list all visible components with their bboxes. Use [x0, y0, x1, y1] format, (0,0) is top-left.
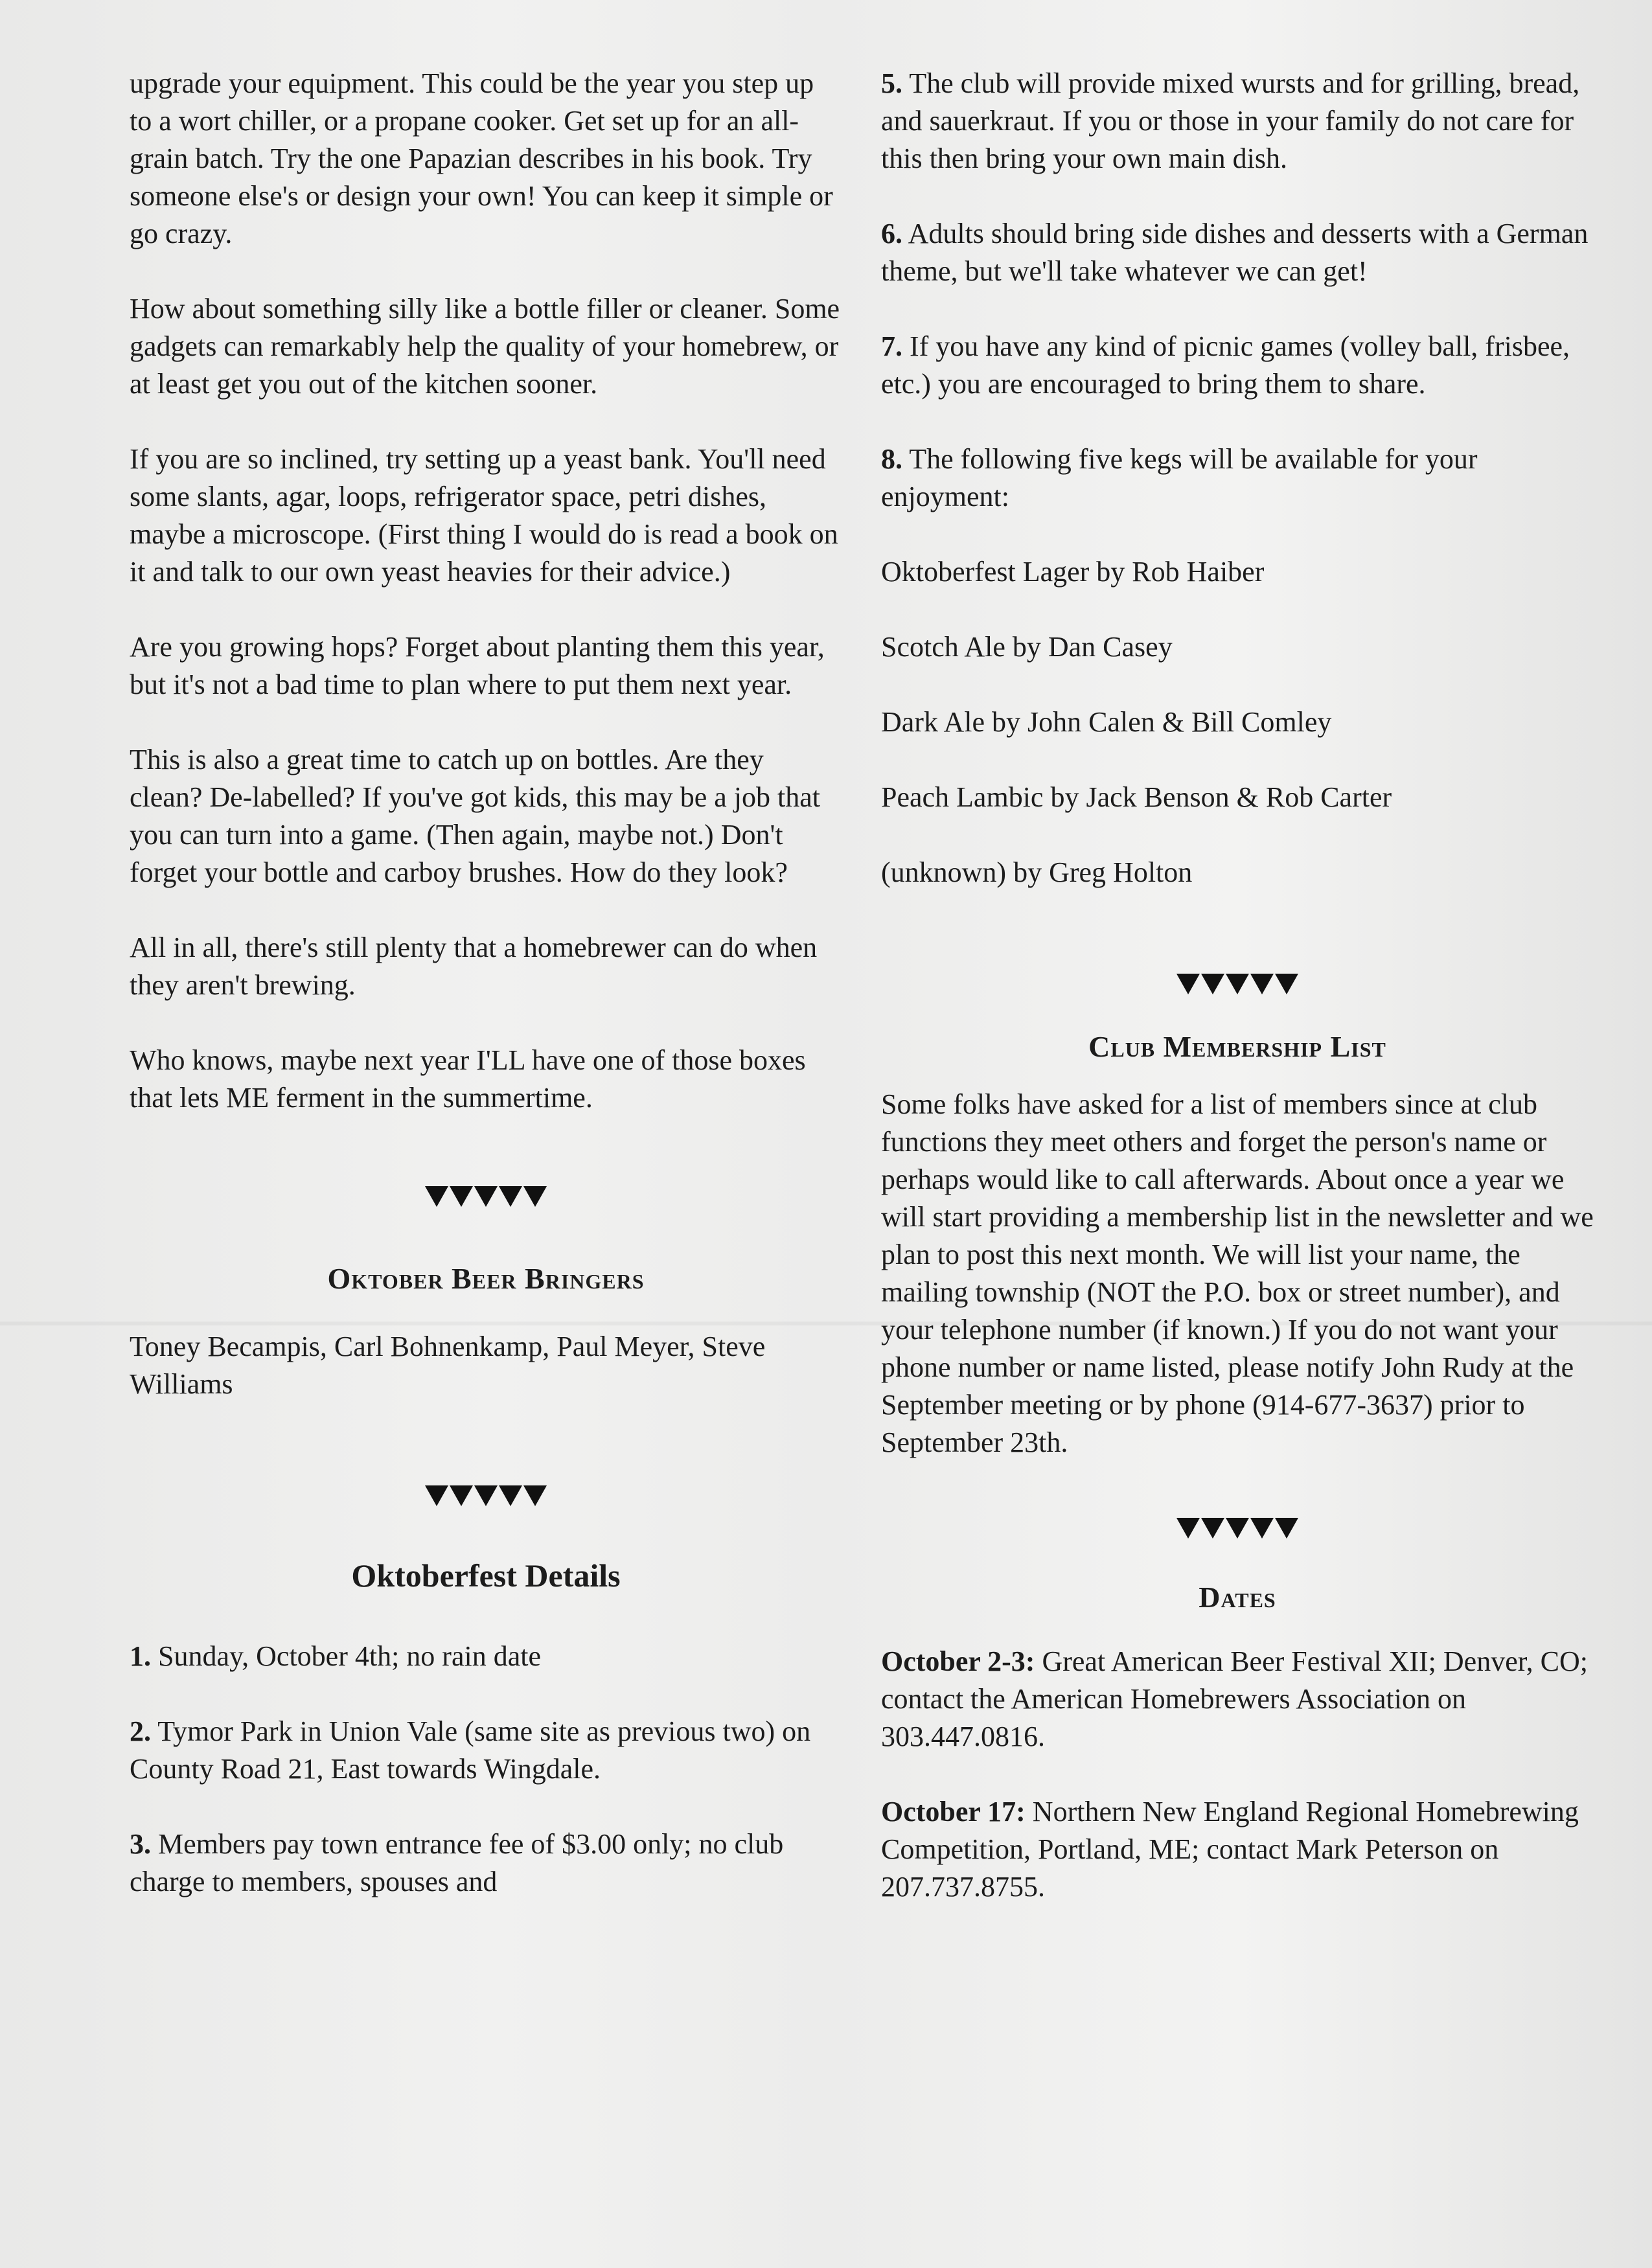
beer-bringers-heading: Oktober Beer Bringers [327, 1262, 645, 1295]
right-column [881, 65, 1594, 1943]
keg-item: Peach Lambic by Jack Benson & Rob Carter [881, 781, 1392, 813]
membership-heading: Club Membership List [1088, 1030, 1386, 1063]
paragraph: All in all, there's still plenty that a homebrewer can do when they aren't brewing. [130, 932, 818, 1001]
oktoberfest-item: 1. Sunday, October 4th; no rain date [130, 1640, 541, 1672]
oktoberfest-item: 6. Adults should bring side dishes and desserts with a German theme, but we'll take whatever we can get! [881, 218, 1589, 287]
beer-bringers-names: Toney Becampis, Carl Bohnenkamp, Paul Meyer, Steve Williams [130, 1331, 766, 1400]
paragraph: How about something silly like a bottle filler or cleaner. Some gadgets can remarkably help the quality of your homebrew, or at least get you out of the kitchen sooner. [130, 293, 840, 400]
paragraph: This is also a great time to catch up on bottles. Are they clean? De-labelled? If you've got kids, this may be a job that you can turn into a game. (Then again, maybe not.) Don't forget your bottle and carboy brushes. How do they look? [130, 744, 821, 888]
section-separator-icon [881, 969, 1594, 1002]
membership-text: Some folks have asked for a list of members since at club functions they meet others and forget the person's name or perhaps would like to call afterwards. About once a year we will start providing a membership list in the newsletter and we plan to post this next month. We will list your name, the mailing township (NOT the P.O. box or street number), and your telephone number (if known.) If you do not want your phone number or name listed, please notify John Rudy at the September meeting or by phone (914-677-3637) prior to September 23th. [881, 1088, 1594, 1458]
section-separator-icon [130, 1182, 842, 1214]
keg-list [881, 553, 1594, 891]
oktoberfest-item: 2. Tymor Park in Union Vale (same site as previous two) on County Road 21, East towards Wingdale. [130, 1715, 811, 1785]
keg-item: (unknown) by Greg Holton [881, 856, 1193, 888]
left-column [130, 65, 842, 1938]
section-separator-icon [881, 1513, 1594, 1546]
oktoberfest-item: 8. The following five kegs will be available for your enjoyment: [881, 443, 1478, 512]
oktoberfest-item: 5. The club will provide mixed wursts and for grilling, bread, and sauerkraut. If you or those in your family do not care for this then bring your own main dish. [881, 67, 1580, 174]
date-entry: October 17: Northern New England Regional Homebrewing Competition, Portland, ME; contact Mark Peterson on 207.737.8755. [881, 1796, 1579, 1903]
paragraph: Are you growing hops? Forget about planting them this year, but it's not a bad time to plan where to put them next year. [130, 631, 825, 700]
section-separator-icon [130, 1481, 842, 1513]
oktoberfest-item: 3. Members pay town entrance fee of $3.00 only; no club charge to members, spouses and [130, 1828, 784, 1897]
oktoberfest-item: 7. If you have any kind of picnic games (volley ball, frisbee, etc.) you are encouraged to bring them to share. [881, 330, 1570, 400]
oktoberfest-heading: Oktoberfest Details [351, 1557, 621, 1594]
keg-item: Oktoberfest Lager by Rob Haiber [881, 556, 1265, 588]
paragraph: If you are so inclined, try setting up a yeast bank. You'll need some slants, agar, loops, refrigerator space, petri dishes, maybe a microscope. (First thing I would do is read a book on it and talk to our own yeast heavies for their advice.) [130, 443, 838, 588]
dates-heading: Dates [1199, 1581, 1276, 1614]
keg-item: Dark Ale by John Calen & Bill Comley [881, 706, 1332, 738]
paragraph: upgrade your equipment. This could be the year you step up to a wort chiller, or a propane cooker. Get set up for an all-grain batch. Try the one Papazian describes in his book. Try someone else's or design your own! You can keep it simple or go crazy. [130, 67, 833, 249]
date-entry: October 2-3: Great American Beer Festival XII; Denver, CO; contact the American Homebrewers Association on 303.447.0816. [881, 1645, 1588, 1752]
paragraph: Who knows, maybe next year I'LL have one of those boxes that lets ME ferment in the summertime. [130, 1044, 806, 1114]
keg-item: Scotch Ale by Dan Casey [881, 631, 1173, 663]
